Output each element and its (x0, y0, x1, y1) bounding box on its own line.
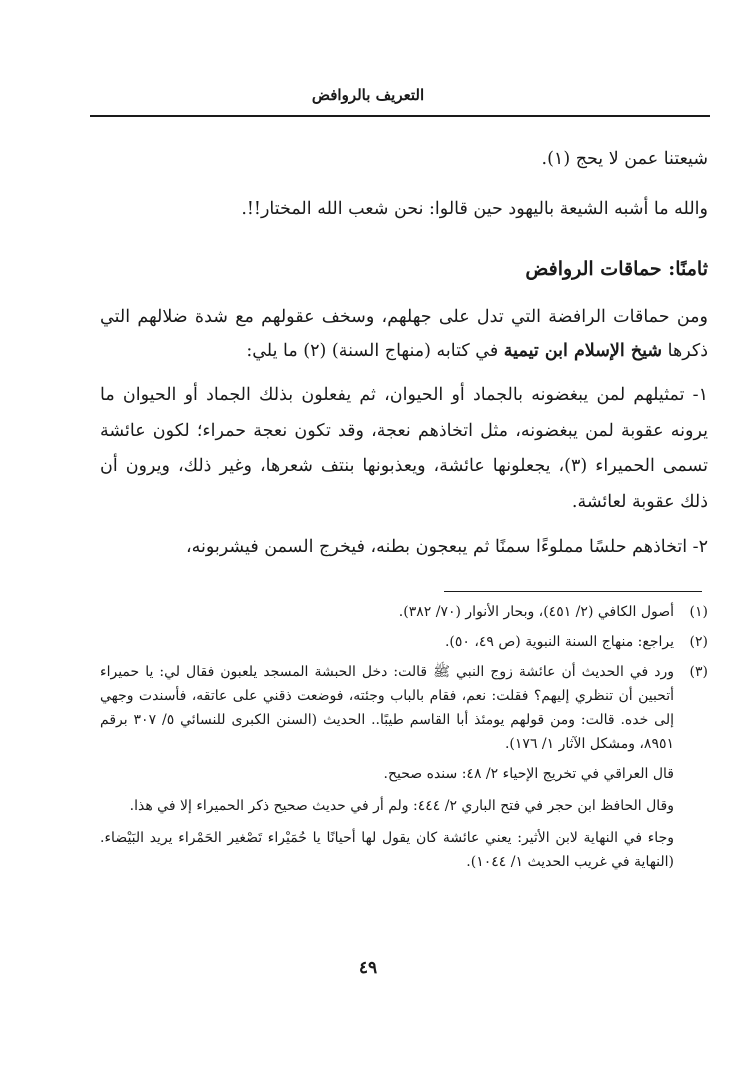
footnote-number: (٢) (689, 634, 708, 650)
footnote-text: ورد في الحديث أن عائشة زوج النبي ﷺ قالت: دخل الحبشة المسجد يلعبون فقال لي: يا حميراء أتحبين أن تنظري إليهم؟ فقلت: نعم، فقام بالباب وجئته، فوضعت ذقني على عاتقه، فأسندت وجهي إلى خده. قالت: ومن قولهم يومئذ أبا القاسم طيبًا.. الحديث (السنن الكبرى للنسائي ٥/ ٣٠٧ برقم ٨٩٥١، ومشكل الآثار ١/ ١٧٦). (100, 664, 674, 752)
page-number: ٤٩ (358, 958, 378, 978)
list-item-2: ٢- اتخاذهم حلسًا مملوءًا سمنًا ثم يبعجون بطنه، فيخرج السمن فيشربونه، (185, 537, 708, 557)
intro-author-name: شيخ الإسلام ابن تيمية (503, 341, 663, 361)
list-item-1: ١- تمثيلهم لمن يبغضونه بالجماد أو الحيوان، ثم يفعلون بذلك الجماد أو الحيوان ما يرونه عقوبة لمن يبغضونه، مثل اتخاذهم نعجة، وقد تكون نعجة حمراء؛ لكون عائشة تسمى الحميراء (٣)، يجعلونها عائشة، ويعذبونها بنتف شعرها، وغير ذلك، ويرون أن ذلك عقوبة لعائشة. (100, 385, 708, 512)
intro-text-start: ومن حماقات الرافضة التي تدل على جهلهم، وسخف عقولهم مع شدة ضلالهم التي ذكرها (100, 307, 708, 361)
footnote-text: يراجع: منهاج السنة النبوية (ص ٤٩، ٥٠). (444, 634, 674, 650)
footnote-text: أصول الكافي (٢/ ٤٥١)، وبحار الأنوار (٧٠/ ٣٨٢). (398, 604, 674, 620)
footnote-3 (100, 660, 708, 756)
section-heading: ثامنًا: حماقات الروافض (525, 258, 708, 280)
header-divider (90, 115, 710, 117)
paragraph-intro (100, 300, 708, 368)
footnote-3-iraqi: قال العراقي في تخريج الإحياء ٢/ ٤٨: سنده صحيح. (383, 766, 674, 782)
footnotes-section (100, 600, 708, 882)
footnote-2 (100, 630, 708, 654)
footnote-number: (٣) (689, 664, 708, 680)
paragraph-jews-comparison: والله ما أشبه الشيعة باليهود حين قالوا: نحن شعب الله المختار!!. (241, 199, 708, 219)
footnote-number: (١) (689, 604, 708, 620)
intro-text-end: في كتابه (منهاج السنة) (٢) ما يلي: (246, 341, 504, 361)
running-header-title: التعريف بالروافض (311, 86, 425, 104)
footnote-divider (444, 591, 702, 592)
footnote-1 (100, 600, 708, 624)
footnote-3-nihaya: وجاء في النهاية لابن الأثير: يعني عائشة كان يقول لها أحيانًا يا حُمَيْراء تَصْغير الحَمْراء يريد البَيْضاء. (النهاية في غريب الحديث ١/ ١٠٤٤). (100, 830, 674, 870)
paragraph-continuation: شيعتنا عمن لا يحج (١). (541, 149, 708, 169)
footnote-3-ibn-hajar: وقال الحافظ ابن حجر في فتح الباري ٢/ ٤٤٤: ولم أر في حديث صحيح ذكر الحميراء إلا في هذا. (129, 798, 674, 814)
